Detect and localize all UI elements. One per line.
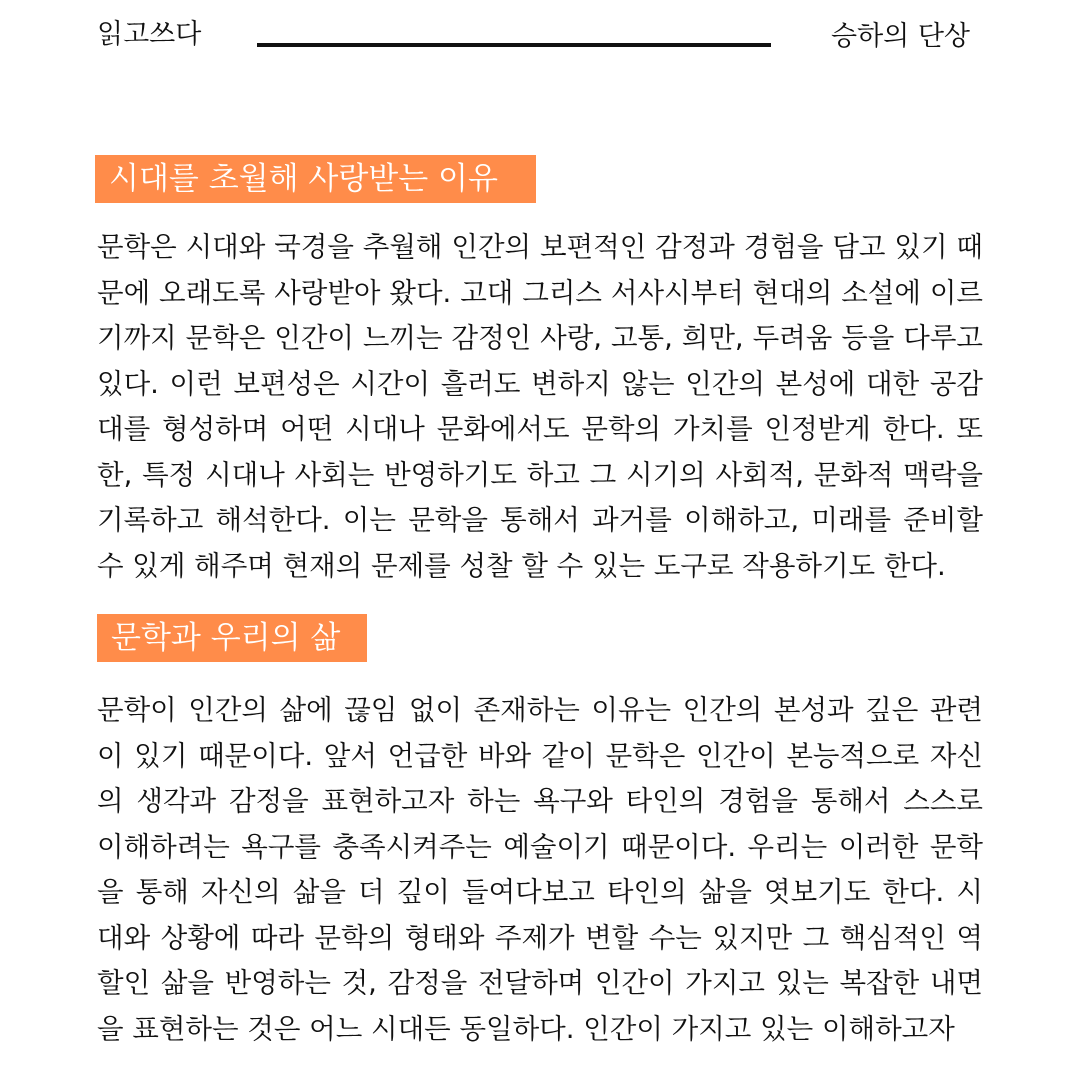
section-heading: 문학과 우리의 삶 xyxy=(97,614,367,662)
paragraph-line: 대를 형성하며 어떤 시대나 문화에서도 문학의 가치를 인정받게 한다. 또 xyxy=(97,413,983,445)
paragraph-line: 문학이 인간의 삶에 끊임 없이 존재하는 이유는 인간의 본성과 깊은 관련 xyxy=(97,694,983,726)
paragraph-line: 문학은 시대와 국경을 추월해 인간의 보편적인 감정과 경험을 담고 있기 때 xyxy=(97,231,983,263)
paragraph-line: 대와 상황에 따라 문학의 형태와 주제가 변할 수는 있지만 그 핵심적인 역 xyxy=(97,921,983,954)
paragraph-line: 문에 오래도록 사랑받아 왔다. 고대 그리스 서사시부터 현대의 소설에 이르 xyxy=(97,276,983,309)
header-right-title: 승하의 단상 xyxy=(831,21,970,52)
paragraph-line: 이해하려는 욕구를 충족시켜주는 예술이기 때문이다. 우리는 이러한 문학 xyxy=(97,830,983,863)
section-paragraph xyxy=(97,225,983,589)
header-left-title: 읽고쓰다 xyxy=(97,19,202,50)
paragraph-line: 이 있기 때문이다. 앞서 언급한 바와 같이 문학은 인간이 본능적으로 자신 xyxy=(97,739,983,772)
section-heading: 시대를 초월해 사랑받는 이유 xyxy=(95,155,536,203)
paragraph-line: 기까지 문학은 인간이 느끼는 감정인 사랑, 고통, 희만, 두려움 등을 다루고 xyxy=(97,322,983,354)
section-paragraph xyxy=(97,688,983,1052)
paragraph-line: 기록하고 해석한다. 이는 문학을 통해서 과거를 이해하고, 미래를 준비할 xyxy=(97,504,983,536)
paragraph-line: 할인 삶을 반영하는 것, 감정을 전달하며 인간이 가지고 있는 복잡한 내면 xyxy=(97,967,983,999)
paragraph-line: 을 표현하는 것은 어느 시대든 동일하다. 인간이 가지고 있는 이해하고자 xyxy=(97,1012,955,1045)
paragraph-line: 의 생각과 감정을 표현하고자 하는 욕구와 타인의 경험을 통해서 스스로 xyxy=(97,785,983,817)
paragraph-line: 있다. 이런 보편성은 시간이 흘러도 변하지 않는 인간의 본성에 대한 공감 xyxy=(97,367,983,400)
paragraph-line: 을 통해 자신의 삶을 더 깊이 들여다보고 타인의 삶을 엿보기도 한다. 시 xyxy=(97,876,983,908)
paragraph-line: 한, 특정 시대나 사회는 반영하기도 하고 그 시기의 사회적, 문화적 맥락을 xyxy=(97,458,983,491)
paragraph-line: 수 있게 해주며 현재의 문제를 성찰 할 수 있는 도구로 작용하기도 한다. xyxy=(97,549,946,582)
header-divider xyxy=(257,43,771,47)
